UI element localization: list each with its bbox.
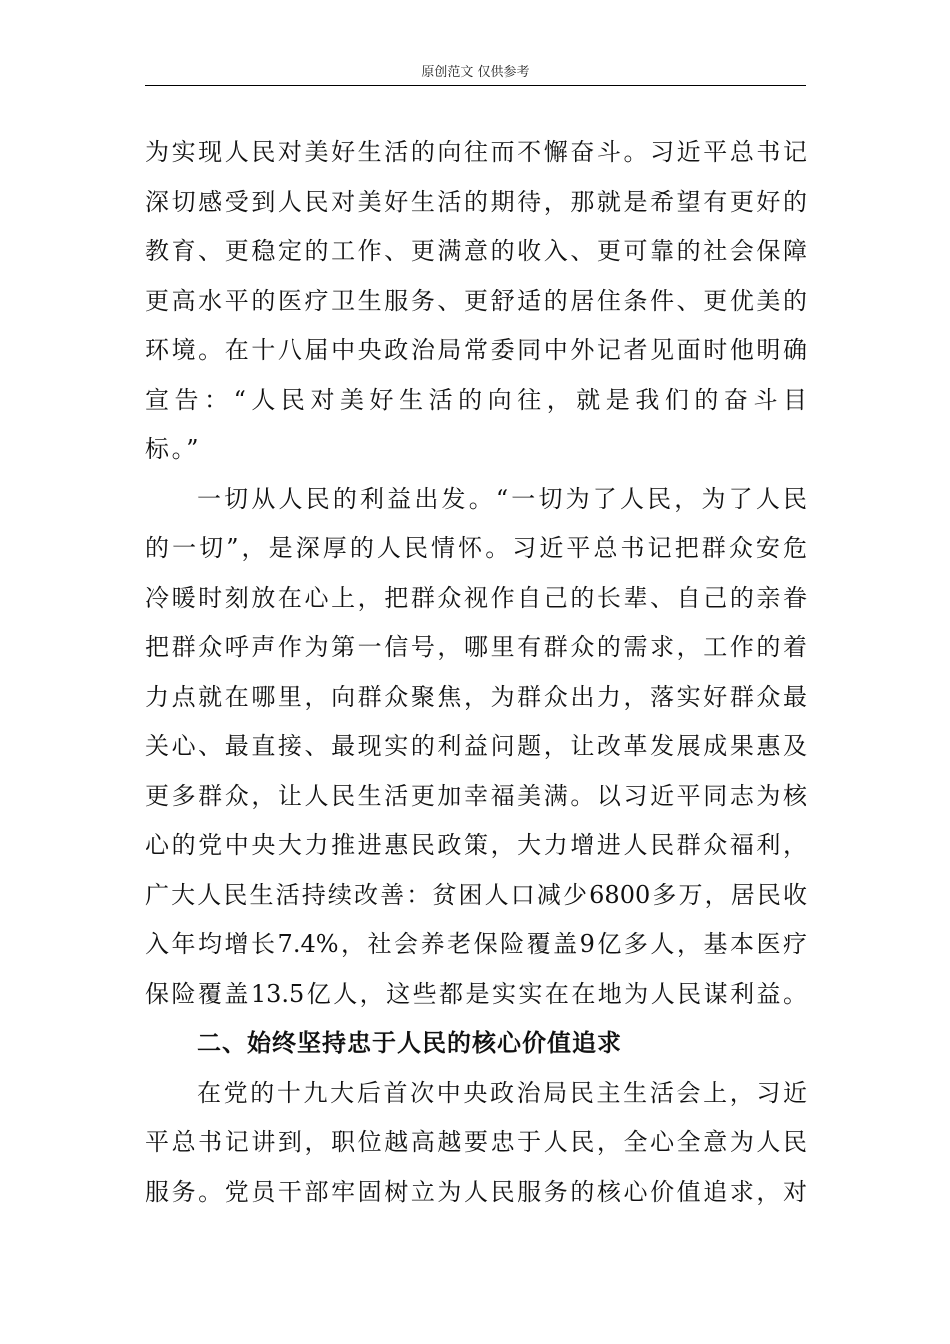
body-line: 力点就在哪里，向群众聚焦，为群众出力，落实好群众最 bbox=[145, 682, 807, 711]
document-body bbox=[145, 128, 807, 1217]
body-line: 一切从人民的利益出发。“一切为了人民，为了人民 bbox=[197, 484, 807, 513]
body-line: 在党的十九大后首次中央政治局民主生活会上，习近 bbox=[197, 1078, 807, 1107]
header-rule bbox=[145, 85, 806, 86]
body-line: 平总书记讲到，职位越高越要忠于人民，全心全意为人民 bbox=[145, 1128, 807, 1156]
body-line: 入年均增长7.4%，社会养老保险覆盖9亿多人，基本医疗 bbox=[145, 930, 807, 958]
body-line: 保险覆盖13.5亿人，这些都是实实在在地为人民谋利益。 bbox=[145, 979, 807, 1008]
body-line: 标。” bbox=[145, 435, 202, 463]
body-line: 宣告：“人民对美好生活的向往，就是我们的奋斗目 bbox=[145, 385, 807, 414]
body-line: 深切感受到人民对美好生活的期待，那就是希望有更好的 bbox=[145, 187, 807, 216]
page-header: 原创范文 仅供参考 bbox=[421, 65, 530, 80]
body-line: 更高水平的医疗卫生服务、更舒适的居住条件、更优美的 bbox=[145, 286, 807, 315]
body-line: 关心、最直接、最现实的利益问题，让改革发展成果惠及 bbox=[145, 732, 807, 760]
body-line: 环境。在十八届中央政治局常委同中外记者见面时他明确 bbox=[145, 336, 807, 364]
body-line: 更多群众，让人民生活更加幸福美满。以习近平同志为核 bbox=[145, 781, 807, 810]
body-line: 冷暖时刻放在心上，把群众视作自己的长辈、自己的亲眷 bbox=[145, 583, 807, 612]
body-line: 教育、更稳定的工作、更满意的收入、更可靠的社会保障 bbox=[145, 237, 807, 265]
body-line: 为实现人民对美好生活的向往而不懈奋斗。习近平总书记 bbox=[145, 138, 807, 166]
section-heading: 二、始终坚持忠于人民的核心价值追求 bbox=[197, 1029, 622, 1057]
body-line: 把群众呼声作为第一信号，哪里有群众的需求，工作的着 bbox=[145, 633, 807, 661]
body-line: 广大人民生活持续改善：贫困人口减少6800多万，居民收 bbox=[145, 880, 807, 909]
body-line: 的一切”，是深厚的人民情怀。习近平总书记把群众安危 bbox=[145, 534, 807, 562]
body-line: 心的党中央大力推进惠民政策，大力增进人民群众福利， bbox=[145, 831, 807, 859]
body-line: 服务。党员干部牢固树立为人民服务的核心价值追求，对 bbox=[145, 1177, 807, 1206]
